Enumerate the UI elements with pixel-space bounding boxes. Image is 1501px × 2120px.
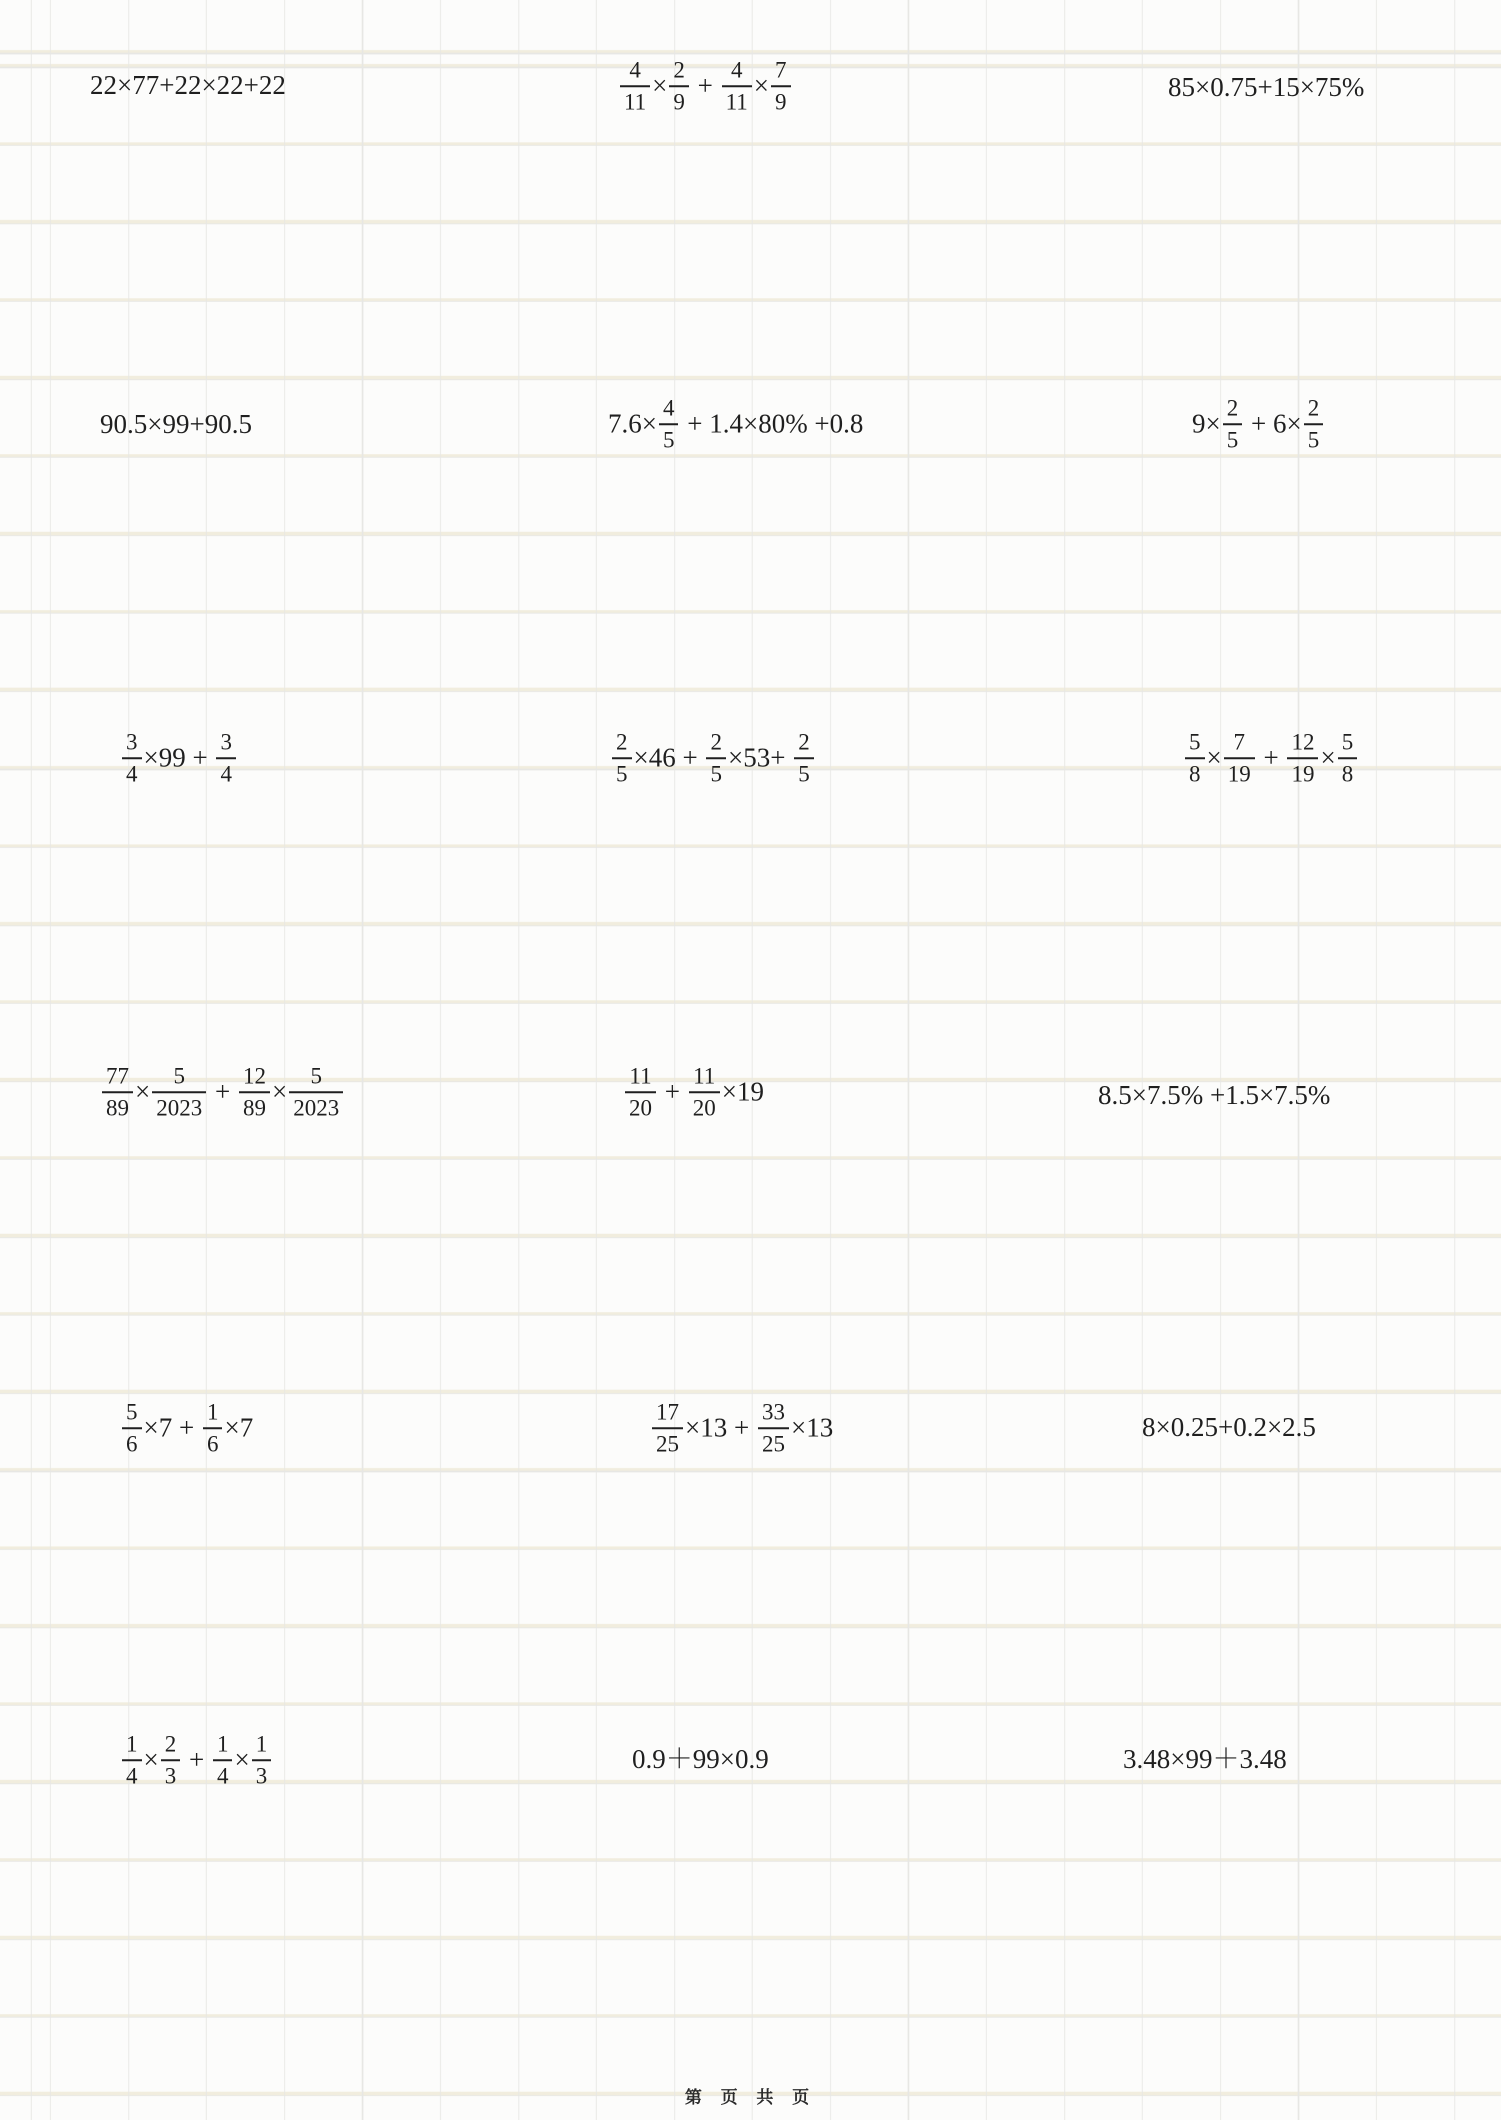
expression-text: 0.9＋99×0.9 (632, 1744, 769, 1775)
fraction (122, 1731, 142, 1789)
fraction-denominator: 6 (126, 1431, 138, 1456)
fraction-numerator: 7 (1224, 729, 1255, 759)
expression-text: + (208, 1076, 237, 1107)
math-expression (1142, 1413, 1316, 1443)
fraction-denominator: 11 (725, 89, 748, 114)
fraction (1224, 729, 1255, 787)
expression-text: ×53+ (727, 742, 793, 773)
math-expression (100, 410, 252, 440)
fraction-denominator: 8 (1341, 761, 1354, 786)
page-footer: 第 页 共 页 (684, 2088, 817, 2107)
fraction-numerator: 1 (213, 1731, 233, 1761)
fraction-numerator: 11 (625, 1063, 656, 1093)
fraction-denominator: 4 (216, 1763, 229, 1788)
fraction-denominator: 20 (692, 1095, 716, 1120)
math-expression (90, 71, 286, 101)
fraction-denominator: 2023 (293, 1095, 340, 1120)
fraction-numerator: 5 (152, 1063, 206, 1093)
expression-text: × (1206, 742, 1222, 773)
expression-text: 7.6× (608, 408, 657, 439)
fraction (652, 1399, 683, 1457)
fraction-numerator: 5 (1338, 729, 1358, 759)
expression-text: + 6× (1244, 408, 1302, 439)
fraction-numerator: 2 (706, 729, 726, 759)
fraction-numerator: 4 (659, 395, 679, 425)
fraction-denominator: 2023 (156, 1095, 203, 1120)
expression-text: × (271, 1076, 288, 1107)
expression-text: ×7 (224, 1412, 254, 1443)
fraction-numerator: 4 (722, 57, 752, 87)
fraction-denominator: 5 (798, 761, 810, 786)
fraction-numerator: 2 (794, 729, 814, 759)
expression-text: ×19 (721, 1076, 764, 1107)
fraction-denominator: 6 (206, 1431, 219, 1456)
expression-text: ×7 + (143, 1412, 201, 1443)
fraction (669, 57, 689, 115)
expression-text: × (753, 70, 770, 101)
expression-text: ×99 + (143, 742, 215, 773)
fraction-numerator: 2 (1304, 395, 1324, 425)
fraction (625, 1063, 656, 1121)
fraction-numerator: 12 (239, 1063, 270, 1093)
fraction (152, 1063, 206, 1121)
fraction-denominator: 25 (761, 1431, 785, 1456)
fraction (758, 1399, 789, 1457)
fraction (1185, 729, 1205, 787)
fraction (289, 1063, 343, 1121)
fraction-denominator: 4 (220, 761, 232, 786)
fraction (216, 729, 236, 787)
math-expression (120, 729, 238, 787)
math-expression (650, 1399, 833, 1457)
fraction-numerator: 7 (771, 57, 791, 87)
fraction-numerator: 1 (122, 1731, 142, 1761)
expression-text: ×13 + (685, 1412, 756, 1443)
fraction-denominator: 89 (106, 1095, 129, 1120)
fraction-denominator: 3 (164, 1763, 177, 1788)
fraction-denominator: 25 (656, 1431, 679, 1456)
fraction-denominator: 5 (1226, 427, 1239, 452)
fraction (239, 1063, 270, 1121)
fraction-numerator: 3 (216, 729, 236, 759)
fraction-numerator: 4 (620, 57, 650, 87)
fraction-numerator: 2 (612, 729, 632, 759)
fraction-denominator: 4 (126, 761, 138, 786)
fraction-denominator: 5 (710, 761, 722, 786)
fraction-denominator: 11 (624, 89, 647, 114)
fraction-numerator: 12 (1287, 729, 1318, 759)
fraction-numerator: 2 (1223, 395, 1243, 425)
fraction (1223, 395, 1243, 453)
fraction-numerator: 77 (102, 1063, 133, 1093)
math-expression (1192, 395, 1325, 453)
fraction (794, 729, 814, 787)
expression-text: + 1.4×80% +0.8 (680, 408, 864, 439)
fraction-numerator: 5 (289, 1063, 343, 1093)
fraction (771, 57, 791, 115)
expression-text: 9× (1192, 408, 1221, 439)
math-expression (1123, 1745, 1287, 1775)
fraction-denominator: 5 (616, 761, 628, 786)
expression-text: + (1256, 742, 1286, 773)
fraction-denominator: 19 (1227, 761, 1251, 786)
expression-text: × (234, 1744, 250, 1775)
math-expression (1183, 729, 1359, 787)
expression-text: ×46 + (633, 742, 705, 773)
math-expression (1168, 73, 1364, 103)
fraction-numerator: 17 (652, 1399, 683, 1429)
fraction (612, 729, 632, 787)
expression-text: + (690, 70, 720, 101)
expression-text: 8.5×7.5% +1.5×7.5% (1098, 1080, 1331, 1111)
fraction-denominator: 89 (242, 1095, 266, 1120)
math-expression (623, 1063, 764, 1121)
fraction-denominator: 20 (629, 1095, 652, 1120)
fraction (122, 1399, 142, 1457)
fraction-numerator: 5 (122, 1399, 142, 1429)
fraction (659, 395, 679, 453)
fraction (203, 1399, 223, 1457)
math-expression (610, 729, 816, 787)
fraction (620, 57, 650, 115)
expression-text: 90.5×99+90.5 (100, 409, 252, 440)
fraction-numerator: 2 (161, 1731, 181, 1761)
math-expression (120, 1731, 273, 1789)
math-expression (632, 1745, 769, 1775)
math-expression (120, 1399, 253, 1457)
fraction (1338, 729, 1358, 787)
expression-text: ×13 (790, 1412, 834, 1443)
fraction-numerator: 3 (122, 729, 142, 759)
fraction (722, 57, 752, 115)
fraction (213, 1731, 233, 1789)
expression-text: × (135, 1076, 151, 1107)
math-expression (608, 395, 863, 453)
fraction (1287, 729, 1318, 787)
fraction (161, 1731, 181, 1789)
math-expression (100, 1063, 345, 1121)
expression-text: 85×0.75+15×75% (1168, 72, 1365, 103)
fraction-denominator: 3 (255, 1763, 268, 1788)
fraction-denominator: 5 (662, 427, 675, 452)
fraction (1304, 395, 1324, 453)
expression-text: × (143, 1744, 159, 1775)
fraction-denominator: 8 (1189, 761, 1201, 786)
fraction-denominator: 5 (1307, 427, 1320, 452)
expression-text: 8×0.25+0.2×2.5 (1142, 1412, 1316, 1443)
math-expression (618, 57, 793, 115)
fraction (102, 1063, 133, 1121)
fraction-numerator: 33 (758, 1399, 789, 1429)
fraction-numerator: 1 (252, 1731, 272, 1761)
fraction-denominator: 19 (1291, 761, 1315, 786)
fraction-numerator: 11 (689, 1063, 720, 1093)
fraction (689, 1063, 720, 1121)
expression-text: + (658, 1076, 687, 1107)
expression-text: 3.48×99＋3.48 (1123, 1744, 1287, 1775)
expression-text: × (652, 70, 668, 101)
fraction-denominator: 9 (673, 89, 685, 114)
fraction-numerator: 5 (1185, 729, 1205, 759)
fraction-denominator: 4 (126, 1763, 138, 1788)
expression-text: + (182, 1744, 211, 1775)
math-expression (1098, 1081, 1330, 1111)
fraction (122, 729, 142, 787)
fraction (706, 729, 726, 787)
fraction-denominator: 9 (775, 89, 787, 114)
expression-text: × (1320, 742, 1336, 773)
expression-text: 22×77+22×22+22 (90, 70, 286, 101)
fraction (252, 1731, 272, 1789)
fraction-numerator: 2 (669, 57, 689, 87)
fraction-numerator: 1 (203, 1399, 223, 1429)
